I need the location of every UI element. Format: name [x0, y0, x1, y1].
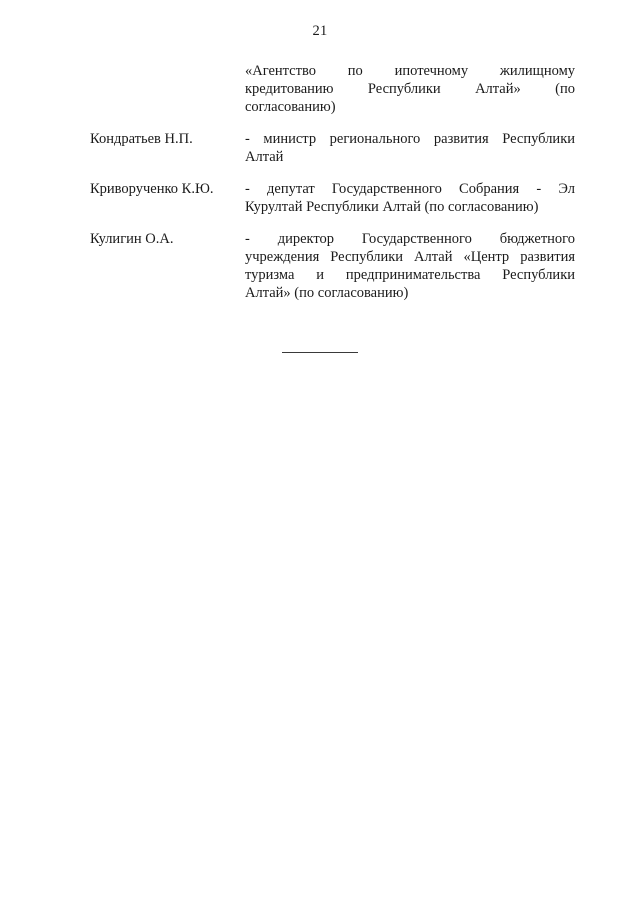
roster-entry	[90, 230, 575, 302]
entry-name: Кондратьев Н.П.	[90, 131, 193, 147]
description-line: Алтай» (по согласованию)	[245, 285, 409, 301]
roster-list	[90, 62, 575, 302]
description-line: - депутат Государственного Собрания - Эл	[245, 181, 575, 197]
entry-description	[245, 130, 575, 166]
entry-description	[245, 230, 575, 302]
roster-entry	[90, 180, 575, 216]
end-of-document-rule	[0, 352, 640, 353]
description-line: туризма и предпринимательства Республики	[245, 267, 575, 283]
roster-entry-continued	[90, 62, 575, 116]
entry-name: Кулигин О.А.	[90, 231, 174, 247]
description-line: «Агентство по ипотечному жилищному	[245, 63, 575, 79]
description-line: - министр регионального развития Республики	[245, 131, 575, 147]
description-line: учреждения Республики Алтай «Центр развития	[245, 249, 575, 265]
entry-name: Криворученко К.Ю.	[90, 181, 214, 197]
description-line: кредитованию Республики Алтай» (по	[245, 81, 575, 97]
page-number: 21	[312, 23, 328, 39]
roster-entry	[90, 130, 575, 166]
description-line: Курултай Республики Алтай (по согласованию)	[245, 199, 539, 215]
horizontal-rule	[282, 352, 358, 353]
entry-description	[245, 180, 575, 216]
description-line: - директор Государственного бюджетного	[245, 231, 575, 247]
entry-description	[245, 62, 575, 116]
description-line: согласованию)	[245, 99, 336, 115]
description-line: Алтай	[245, 149, 284, 165]
